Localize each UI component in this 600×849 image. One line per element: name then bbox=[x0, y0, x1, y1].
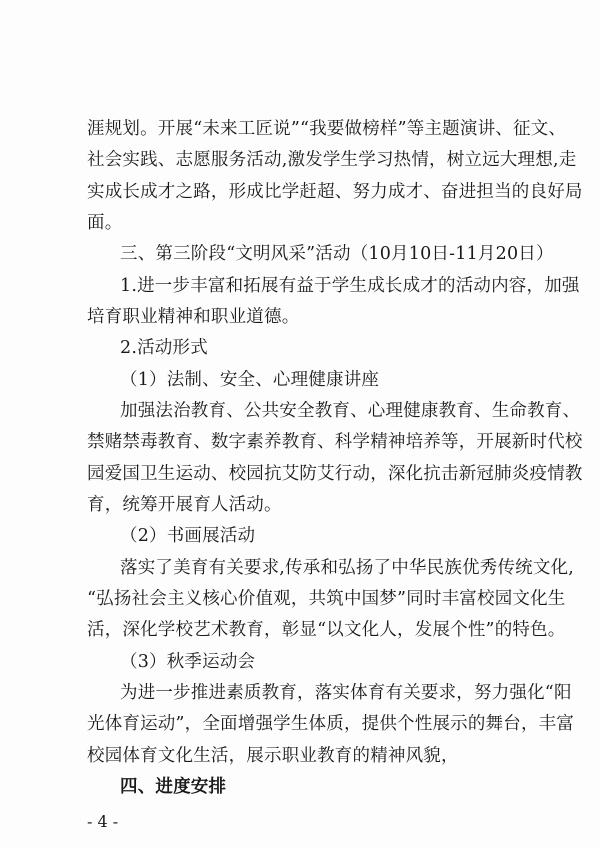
body-text-line: “弘扬社会主义核心价值观，共筑中国梦”同时丰富校园文化生 bbox=[87, 589, 566, 609]
body-text-line: 校园体育文化生活，展示职业教育的精神风貌， bbox=[87, 746, 459, 766]
body-text-line: 1.进一步丰富和拓展有益于学生成长成才的活动内容，加强 bbox=[120, 276, 580, 296]
body-text-line: 社会实践、志愿服务活动,激发学生学习热情，树立远大理想,走 bbox=[87, 150, 577, 170]
body-text-line: 面。 bbox=[87, 213, 123, 233]
body-text-line: 加强法治教育、公共安全教育、心理健康教育、生命教育、 bbox=[120, 401, 581, 421]
page-number: - 4 - bbox=[87, 812, 119, 831]
subheading-activity-form: 2.活动形式 bbox=[120, 338, 208, 358]
body-text-line: 光体育运动”，全面增强学生体质，提供个性展示的舞台，丰富 bbox=[87, 714, 575, 734]
section-heading-3: 三、第三阶段“文明风采”活动（10月10日-11月20日） bbox=[120, 244, 554, 264]
body-text-line: 为进一步推进素质教育，落实体育有关要求，努力强化“阳 bbox=[120, 683, 572, 703]
body-text-line: 禁赌禁毒教育、数字素养教育、科学精神培养等，开展新时代校 bbox=[87, 432, 583, 452]
body-text-line: 落实了美育有关要求,传承和弘扬了中华民族优秀传统文化, bbox=[120, 558, 575, 578]
body-text-line: 涯规划。开展“未来工匠说”“我要做榜样”等主题演讲、征文、 bbox=[87, 119, 567, 139]
body-text-line: 培育职业精神和职业道德。 bbox=[87, 307, 300, 327]
item-heading-3: （3）秋季运动会 bbox=[120, 652, 256, 672]
body-text-line: 活，深化学校艺术教育，彰显“以文化人，发展个性”的特色。 bbox=[87, 620, 566, 640]
section-heading-4: 四、进度安排 bbox=[120, 777, 227, 797]
item-heading-1: （1）法制、安全、心理健康讲座 bbox=[120, 370, 380, 390]
item-heading-2: （2）书画展活动 bbox=[120, 526, 256, 546]
body-text-line: 育，统筹开展育人活动。 bbox=[87, 495, 282, 515]
body-text-line: 实成长成才之路，形成比学赶超、努力成才、奋进担当的良好局 bbox=[87, 182, 583, 202]
body-text-line: 园爱国卫生运动、校园抗艾防艾行动，深化抗击新冠肺炎疫情教 bbox=[87, 464, 583, 484]
